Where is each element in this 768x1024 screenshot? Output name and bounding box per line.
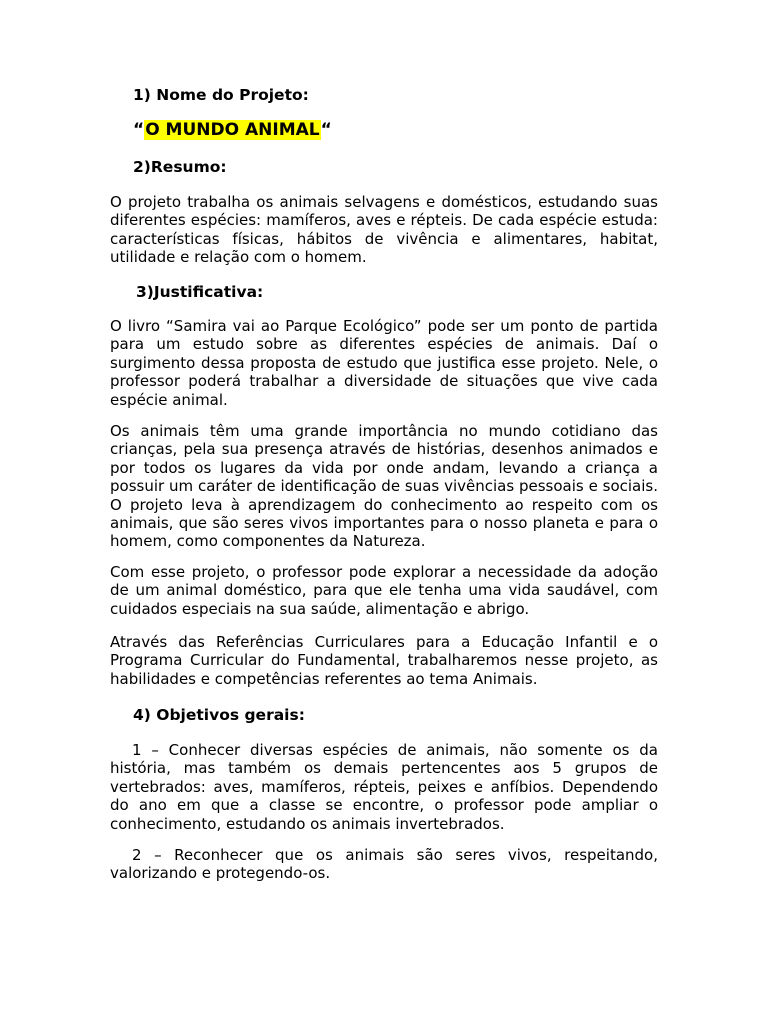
- title-close-quote: “: [320, 120, 332, 140]
- section-heading-objetivos-gerais: 4) Objetivos gerais:: [133, 706, 305, 724]
- justificativa-paragraph-4: Através das Referências Curriculares para a Educação Infantil e o Programa Curricular do Fundamental, trabalharemos nesse projeto, as habilidades e competências referentes ao tema Animais.: [110, 633, 658, 688]
- objetivo-item-1: 1 – Conhecer diversas espécies de animais, não somente os da história, mas também os demais pertencentes aos 5 grupos de vertebrados: aves, mamíferos, répteis, peixes e anfíbios. Dependendo do ano em que a classe se encontre, o professor pode ampliar o conhecimento, estudando os animais invertebrados.: [110, 741, 658, 833]
- justificativa-paragraph-2: Os animais têm uma grande importância no mundo cotidiano das crianças, pela sua presença através de histórias, desenhos animados e por todos os lugares da vida por onde andam, levando a criança a possuir um caráter de identificação de suas vivências pessoais e sociais. O projeto leva à aprendizagem do conhecimento ao respeito com os animais, que são seres vivos importantes para o nosso planeta e para o homem, como componentes da Natureza.: [110, 422, 658, 551]
- justificativa-paragraph-1: O livro “Samira vai ao Parque Ecológico” pode ser um ponto de partida para um estudo sobre as diferentes espécies de animais. Daí o surgimento dessa proposta de estudo que justifica esse projeto. Nele, o professor poderá trabalhar a diversidade de situações que vive cada espécie animal.: [110, 317, 658, 409]
- section-heading-nome-do-projeto: 1) Nome do Projeto:: [133, 86, 309, 104]
- justificativa-paragraph-3: Com esse projeto, o professor pode explorar a necessidade da adoção de um animal doméstico, para que ele tenha uma vida saudável, com cuidados especiais na sua saúde, alimentação e abrigo.: [110, 563, 658, 618]
- title-open-quote: “: [133, 120, 145, 140]
- section-heading-resumo: 2)Resumo:: [133, 158, 227, 176]
- section-heading-justificativa: 3)Justificativa:: [136, 283, 264, 301]
- project-title-line: [133, 120, 332, 140]
- resumo-paragraph: O projeto trabalha os animais selvagens e domésticos, estudando suas diferentes espécies: mamíferos, aves e répteis. De cada espécie estuda: características físicas, hábitos de vivência e alimentares, habitat, utilidade e relação com o homem.: [110, 193, 658, 267]
- project-title: O MUNDO ANIMAL: [145, 120, 320, 140]
- objetivo-item-2: 2 – Reconhecer que os animais são seres vivos, respeitando, valorizando e protegendo-os.: [110, 846, 658, 883]
